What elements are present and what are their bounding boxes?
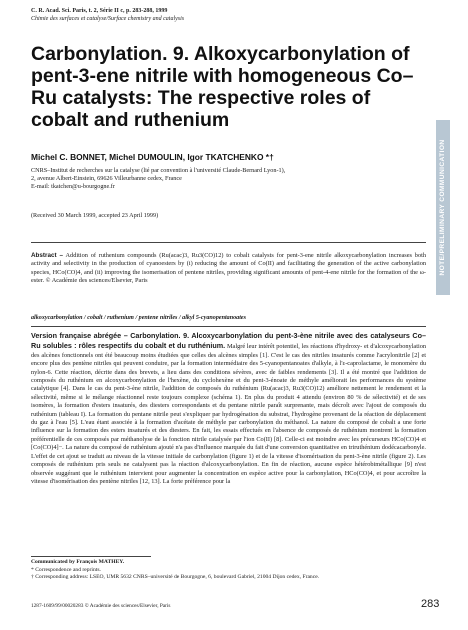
article-title: Carbonylation. 9. Alkoxycarbonylation of pent-3-ene nitrile with homogeneous Co–Ru catalysts: The respective roles of cobalt and ruthenium [31, 43, 414, 131]
journal-header [31, 8, 411, 23]
section-sidebar-tab [436, 120, 450, 295]
journal-section: Chimie des surfaces et catalyse/Surface chemistry and catalysis [31, 15, 185, 22]
abstract [31, 252, 426, 286]
sidebar-label: NOTE/PRELIMINARY COMMUNICATION [439, 139, 446, 276]
journal-citation: C. R. Acad. Sci. Paris, t. 2, Série II c, p. 283-288, 1999 [31, 8, 168, 14]
keywords: alkoxycarbonylation / cobalt / ruthenium / pentene nitriles / alkyl 5-cyanopentanoates [31, 315, 246, 321]
page-number: 283 [421, 598, 440, 610]
affiliation-email: E-mail: tkatchen@u-bourgogne.fr [31, 183, 115, 190]
footnote-divider [31, 556, 151, 557]
divider-keywords [31, 326, 426, 327]
received-dates: (Received 30 March 1999, accepted 23 April 1999) [31, 212, 159, 219]
copyright-line: 1287-1609/99/00020283 © Académie des sciences/Elsevier, Paris [31, 603, 171, 609]
summary-text: Malgré leur intérêt potentiel, les réactions d'hydroxy- et d'alcoxycarbonylation des alcènes fonctionnels ont été beaucoup moins étudiées que celles des alcènes simples [1]. C'est le cas des nitriles insaturés comme l'acrylonitrile [2] et encore plus des pentène nitriles qui peuvent conduire, par la formation intermédiaire des 5-cyanopentanoates d'alkyle, à l'ε-caprolactame, le monomère du nylon-6. Cette réaction, décrite dans des brevets, a lieu dans des conditions sévères, avec de faibles rendements [3]. Il a été montré que l'addition de composés du ruthénium en alcoxycarbonylation de l'hexène, du cyclohexène et du pent-3-énoate de méthyle améliorait les performances du système catalytique [4]. Dans le cas du pent-3-ène nitrile, l'addition de composés du ruthénium (Ru(acac)3, Ru3(CO)12) améliore nettement le rendement et la sélectivité, même si le mélange réactionnel reste toujours complexe (schéma 1). En plus du produit 4 attendu (environ 80 % de sélectivité) et de ses isomères, la formation d'esters insaturés, des diesters correspondants et du pentane nitrile paraît surprenante, mais décroît avec l'ajout de composés du ruthénium (tableau I). La formation du pentane nitrile peut s'expliquer par hydrogénation du substrat, l'hydrogène provenant de la réaction de déplacement du gaz à l'eau [5]. L'eau étant associée à la formation d'acétate de méthyle par carbonylation du méthanol. La nature du composé de cobalt a une forte influence sur la formation des esters insaturés et des diesters. En fait, les essais effectués en l'absence de composés de ruthénium montrent la formation préférentielle de ces composés par méthanolyse de la fonction nitrile catalysée par l'ion Co(II) [8]. Celle-ci est moindre avec les précurseurs HCo(CO)4 et [Co(CO)4]−. La nature du composé de ruthénium ajouté n'a pas d'influence marquée du fait d'une conversion quantitative en triruthénium dodécacarbonyle. L'effet de cet ajout se traduit au niveau de la vitesse initiale de carbonylation (figure 1) et de la vitesse d'isomérisation du pent-3-ène nitrile (figure 2). Les composés de ruthénium pris seuls ne catalysent pas la réaction d'alcoxycarbonylation. En fin de réaction, aucune espèce hétérobimétallique [9] n'est observée suggérant que le ruthénium intervient pour augmenter la concentration en espèce active pour la carbonylation, HCo(CO)4, et pour accroître la vitesse d'isomérisation des pentène nitriles [12, 13]. La forte préférence pour la [31, 343, 426, 485]
abstract-text: Addition of ruthenium compounds (Ru(acac)3, Ru3(CO)12) to cobalt catalysts for pent-3-ene nitrile alkoxycarbonylation increases both activity and selectivity in the production of cyanoesters by (i) reducing the amount of Co(II) and facilitating the generation of the active carbonylation species, HCo(CO)4, and (ii) improving the isomerisation of pentene nitriles, providing significant amounts of pent-4-ene nitrile for the formation of the ω-ester. © Académie des sciences/Elsevier, Paris [31, 252, 427, 285]
abstract-label: Abstract – [31, 252, 64, 259]
communicated-by: Communicated by François MATHEY. [31, 559, 125, 565]
affiliation-line-1: CNRS–Institut de recherches sur la catalyse (lié par convention à l'université Claude-Bernard Lyon-1), [31, 167, 286, 174]
affiliation [31, 167, 331, 191]
author-list: Michel C. BONNET, Michel DUMOULIN, Igor TKATCHENKO *† [31, 152, 274, 162]
corresponding-address: † Corresponding address: LSEO, UMR 5632 CNRS–université de Bourgogne, 6, boulevard Gabriel, 21004 Dijon cedex, France. [31, 574, 320, 580]
correspondence-note: * Correspondence and reprints. [31, 566, 101, 573]
french-summary [31, 331, 426, 486]
footnotes [31, 559, 426, 582]
affiliation-line-2: 2, avenue Albert-Einstein, 69626 Villeurbanne cedex, France [31, 175, 182, 182]
divider-top [31, 242, 426, 243]
summary-heading: Version française abrégée – Carbonylation. 9. Alcoxycarbonylation du pent-3-ène nitrile avec des catalyseurs Co–Ru solubles : rôles respectifs du cobalt et du ruthénium. [31, 331, 426, 351]
